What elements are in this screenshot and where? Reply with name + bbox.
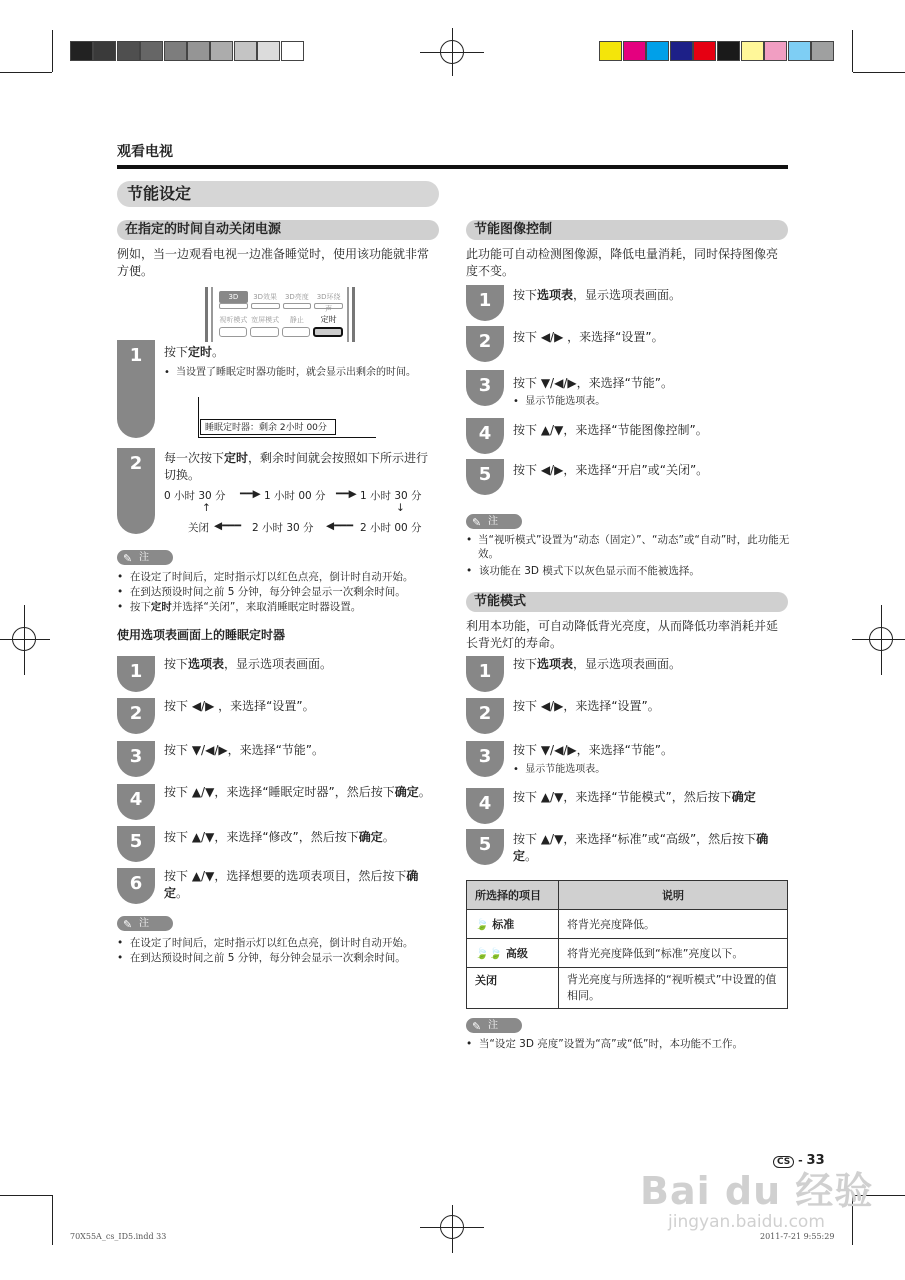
cycle-item: 2 小时 30 分	[252, 522, 314, 534]
step-number: 5	[466, 829, 504, 865]
color-swatch	[623, 41, 646, 61]
section-title: 观看电视	[117, 144, 173, 160]
eco-picture-intro: 此功能可自动检测图像源，降低电量消耗，同时保持图像亮度不变。	[466, 247, 779, 278]
step-number: 1	[466, 285, 504, 321]
remote-3d-effect-button: 3D效果	[253, 293, 278, 301]
crop-mark	[852, 30, 853, 72]
gray-swatch	[117, 41, 140, 61]
step-text: 按下 ▲/▼，来选择“标准”或“高级”，然后按下确定。	[513, 832, 769, 863]
header-rule	[117, 165, 788, 169]
gray-swatch	[210, 41, 233, 61]
osd-frame-line	[198, 437, 376, 438]
timer-cycle-diagram: 0 小时 30 分 ━━▶ 1 小时 00 分 ━━▶ 1 小时 30 分 ↓ ↑ 关闭 ◀━━━ 2 小时 30 分 ◀━━━ 2 小时 00 分	[164, 488, 422, 534]
osd-sleep-timer-display: 睡眠定时器：剩余 2小时 00分	[200, 419, 336, 435]
step-number: 3	[466, 370, 504, 406]
step-number: 4	[466, 418, 504, 454]
watermark-url: jingyan.baidu.com	[668, 1212, 825, 1232]
note-label: ✎ 注	[117, 550, 173, 565]
remote-3d-button: 3D	[219, 291, 248, 303]
sleep-timer-heading: 在指定的时间自动关闭电源	[117, 220, 439, 240]
crop-mark	[0, 1195, 52, 1196]
step-number: 4	[466, 788, 504, 824]
note-item: • 当“设定 3D 亮度”设置为“高”或“低”时，本功能不工作。	[466, 1038, 743, 1050]
step-number: 2	[117, 698, 155, 734]
note-label: ✎ 注	[117, 916, 173, 931]
note-label: ✎ 注	[466, 1018, 522, 1033]
file-info: 70X55A_cs_ID5.indd 33	[70, 1232, 167, 1241]
osd-frame-line	[198, 397, 199, 438]
remote-wide-mode-label: 宽屏模式	[251, 316, 280, 324]
step-number: 2	[466, 326, 504, 362]
note-item: • 在设定了时间后，定时指示灯以红色点亮，倒计时自动开始。	[117, 937, 414, 949]
language-badge: CS	[773, 1156, 794, 1168]
step-number: 1	[466, 656, 504, 692]
crop-mark	[0, 72, 52, 73]
eco-mode-heading: 节能模式	[466, 592, 788, 612]
page-number: 33	[806, 1153, 825, 1168]
color-swatch	[717, 41, 740, 61]
gray-swatch	[93, 41, 116, 61]
step-text: 按下 ◀/▶，来选择“开启”或“关闭”。	[513, 463, 709, 477]
color-swatch	[811, 41, 834, 61]
color-swatch	[646, 41, 669, 61]
table-row: 🍃🍃 高级 将背光亮度降低到“标准”亮度以下。	[467, 939, 788, 968]
note-item: • 在设定了时间后，定时指示灯以红色点亮，倒计时自动开始。	[117, 571, 414, 583]
step-number: 2	[117, 448, 155, 534]
sleep-timer-intro: 例如，当一边观看电视一边准备睡觉时，使用该功能就非常方便。	[117, 247, 430, 278]
step-number: 2	[466, 698, 504, 734]
paperclip-icon: ✎	[472, 516, 482, 529]
bullet-text: • 显示节能选项表。	[513, 396, 606, 407]
step-text: 按下 ◀/▶ ，来选择“设置”。	[513, 330, 664, 344]
step-text: 按下 ▲/▼，选择想要的选项表项目，然后按下确定。	[164, 869, 419, 900]
color-swatch	[670, 41, 693, 61]
watermark-logo: Bai du 经验	[640, 1169, 874, 1213]
step-text: 按下 ◀/▶ ，来选择“设置”。	[164, 699, 315, 713]
remote-timer-button	[313, 327, 343, 337]
paperclip-icon: ✎	[472, 1020, 482, 1033]
note-label: ✎ 注	[466, 514, 522, 529]
step-number: 3	[117, 741, 155, 777]
step-number: 5	[117, 826, 155, 862]
step-number: 1	[117, 656, 155, 692]
page-number-block: CS - 33	[773, 1153, 825, 1168]
table-row: 关闭 背光亮度与所选择的“视听模式”中设置的值相同。	[467, 968, 788, 1009]
cycle-item: 1 小时 30 分	[360, 490, 422, 502]
gray-swatch	[234, 41, 257, 61]
crop-mark	[52, 30, 53, 72]
crop-mark	[853, 72, 905, 73]
paperclip-icon: ✎	[123, 918, 133, 931]
menu-sleep-timer-heading: 使用选项表画面上的睡眠定时器	[117, 628, 286, 642]
remote-3d-surround-button: 3D环绕声	[316, 293, 341, 313]
table-header: 所选择的项目	[467, 881, 559, 910]
gray-swatch	[187, 41, 210, 61]
cycle-item: 1 小时 00 分	[264, 490, 326, 502]
gray-swatch	[70, 41, 93, 61]
step-number: 1	[117, 340, 155, 438]
color-swatch	[693, 41, 716, 61]
remote-freeze-label: 静止	[289, 316, 304, 324]
double-leaf-icon: 🍃🍃	[475, 947, 503, 960]
note-item: • 当“视听模式”设置为“动态（固定）”、“动态”或“自动”时，此功能无效。	[466, 534, 790, 560]
table-header: 说明	[559, 881, 788, 910]
cycle-item: 关闭	[188, 522, 209, 534]
step-text: 按下选项表，显示选项表画面。	[513, 657, 682, 671]
color-swatch	[741, 41, 764, 61]
print-timestamp: 2011-7-21 9:55:29	[760, 1232, 835, 1241]
bullet-text: • 当设置了睡眠定时器功能时，就会显示出剩余的时间。	[164, 367, 416, 378]
remote-av-mode-label: 视听模式	[219, 316, 248, 324]
step-text: 按下选项表，显示选项表画面。	[513, 288, 682, 302]
color-swatch	[764, 41, 787, 61]
crop-mark	[52, 1195, 53, 1245]
table-row: 🍃 标准 将背光亮度降低。	[467, 910, 788, 939]
step-text: 按下 ◀/▶，来选择“设置”。	[513, 699, 660, 713]
color-swatch	[788, 41, 811, 61]
step-text: 按下 ▼/◀/▶，来选择“节能”。	[164, 743, 325, 757]
note-item: • 该功能在 3D 模式下以灰色显示而不能被选择。	[466, 565, 700, 577]
step-number: 3	[466, 741, 504, 777]
bullet-text: • 显示节能选项表。	[513, 764, 606, 775]
leaf-icon: 🍃	[475, 918, 489, 931]
step-text: 按下定时。	[164, 345, 225, 359]
remote-3d-brightness-button: 3D亮度	[284, 293, 309, 301]
step-text: 按下 ▲/▼，来选择“修改”，然后按下确定。	[164, 830, 395, 844]
note-item: • 在到达预设时间之前 5 分钟，每分钟会显示一次剩余时间。	[117, 586, 406, 598]
color-swatch	[599, 41, 622, 61]
page-title: 节能设定	[117, 181, 439, 207]
step-number: 5	[466, 459, 504, 495]
step-text: 按下 ▼/◀/▶，来选择“节能”。	[513, 743, 674, 757]
gray-swatch	[140, 41, 163, 61]
note-item: • 按下定时并选择“关闭”，来取消睡眠定时器设置。	[117, 601, 362, 613]
step-text: 按下 ▲/▼，来选择“睡眠定时器”，然后按下确定。	[164, 785, 431, 799]
cycle-item: 2 小时 00 分	[360, 522, 422, 534]
step-text: 按下 ▲/▼，来选择“节能模式”，然后按下确定	[513, 790, 756, 804]
step-number: 4	[117, 784, 155, 820]
remote-control-illustration	[205, 287, 355, 342]
gray-swatch	[257, 41, 280, 61]
step-text: 按下选项表，显示选项表画面。	[164, 657, 333, 671]
step-text: 按下 ▲/▼，来选择“节能图像控制”。	[513, 423, 708, 437]
gray-swatch	[281, 41, 304, 61]
step-text: 按下 ▼/◀/▶，来选择“节能”。	[513, 376, 674, 390]
note-item: • 在到达预设时间之前 5 分钟，每分钟会显示一次剩余时间。	[117, 952, 406, 964]
step-number: 6	[117, 868, 155, 904]
paperclip-icon: ✎	[123, 552, 133, 565]
step-text: 每一次按下定时，剩余时间就会按照如下所示进行切换。	[164, 451, 429, 482]
remote-timer-label: 定时	[320, 315, 337, 324]
eco-mode-intro: 利用本功能，可自动降低背光亮度，从而降低功率消耗并延长背光灯的寿命。	[466, 619, 779, 650]
eco-picture-heading: 节能图像控制	[466, 220, 788, 240]
eco-mode-table	[466, 880, 788, 1009]
gray-swatch	[164, 41, 187, 61]
cycle-item: 0 小时 30 分	[164, 490, 226, 502]
